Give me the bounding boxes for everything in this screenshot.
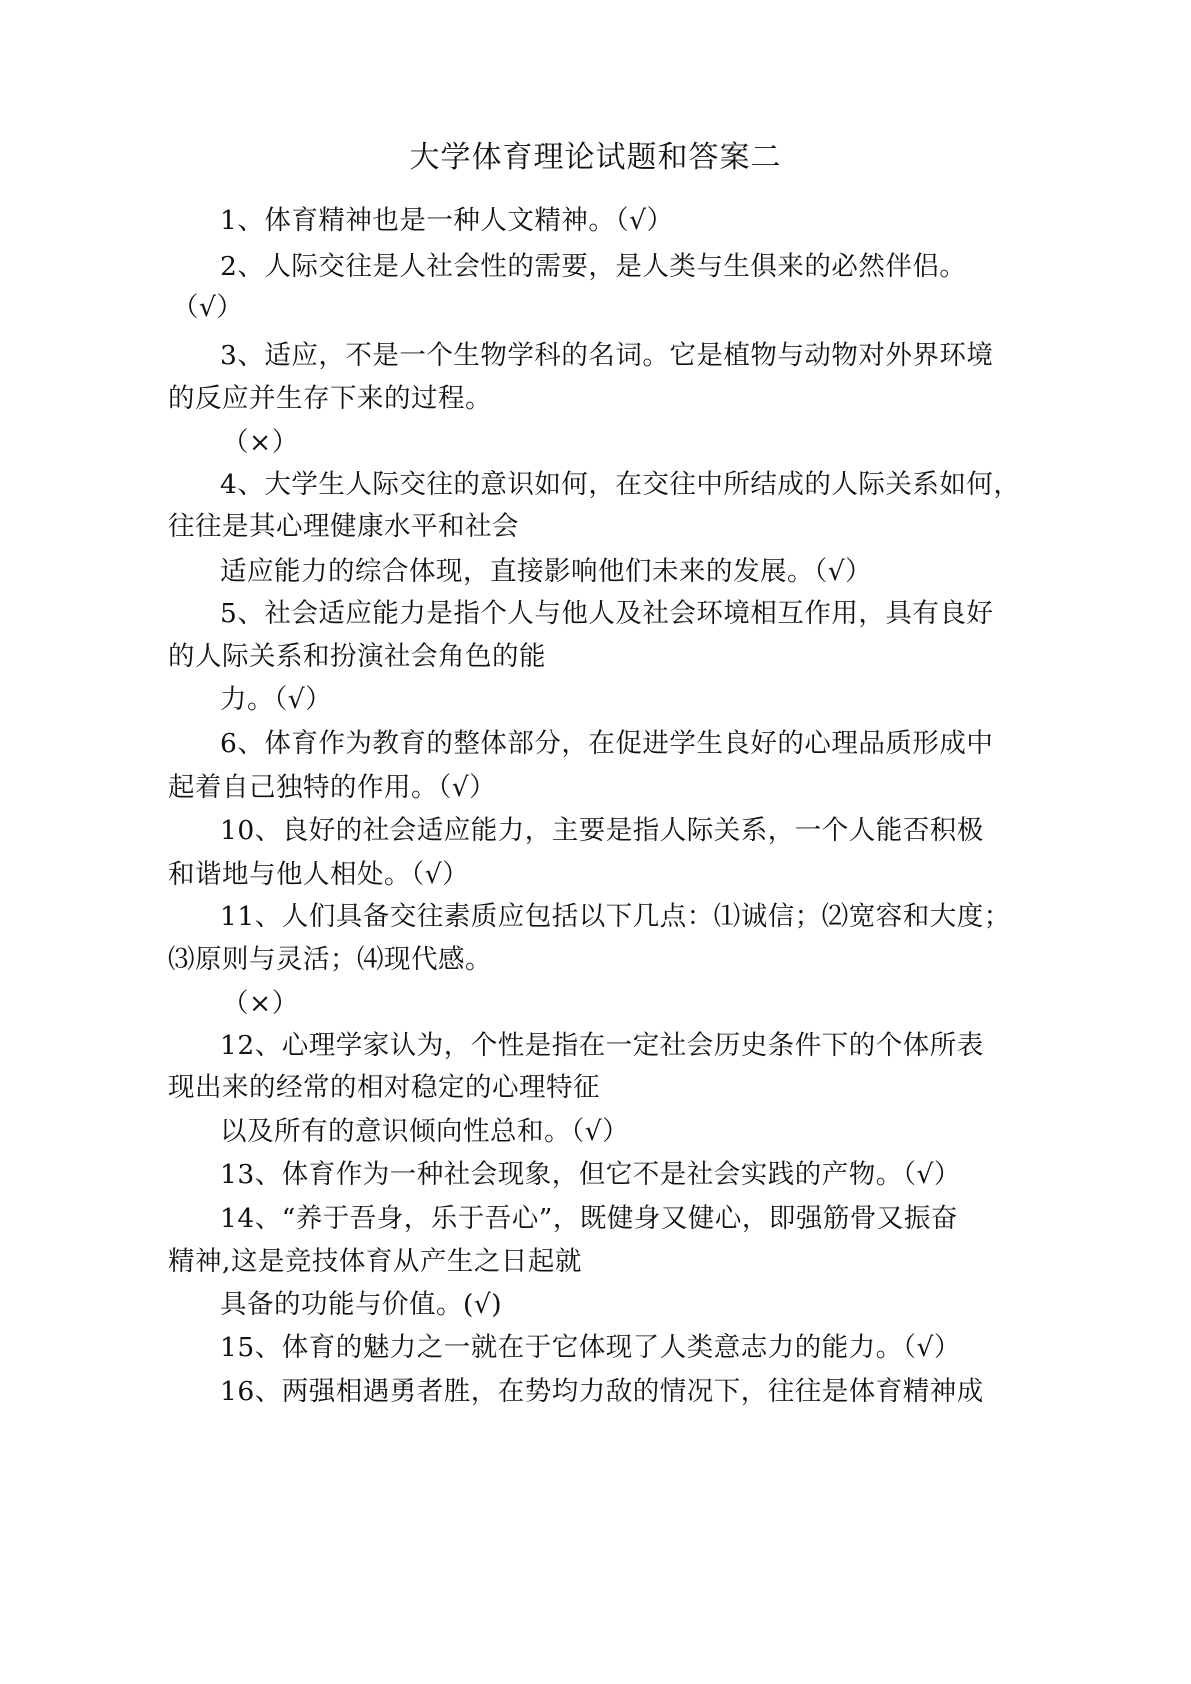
text-line: 5、社会适应能力是指个人与他人及社会环境相互作用，具有良好 [220,598,994,629]
text-line: 具备的功能与价值。(√) [220,1289,503,1320]
text-line: 现出来的经常的相对稳定的心理特征 [168,1072,600,1103]
text-line: 起着自己独特的作用。（√） [168,772,497,803]
text-line: ⑶原则与灵活；⑷现代感。 [168,944,492,975]
text-line: （√） [172,292,244,323]
text-line: 往往是其心理健康水平和社会 [168,511,519,542]
text-line: 以及所有的意识倾向性总和。（√） [220,1116,630,1147]
text-line: 6、体育作为教育的整体部分，在促进学生良好的心理品质形成中 [220,728,994,759]
text-line: 16、两强相遇勇者胜，在势均力敌的情况下，往往是体育精神成 [220,1376,984,1407]
text-line: 12、心理学家认为，个性是指在一定社会历史条件下的个体所表 [220,1030,984,1061]
text-line: （×） [222,427,299,458]
text-line: 15、体育的魅力之一就在于它体现了人类意志力的能力。（√） [220,1332,961,1363]
text-line: 2、人际交往是人社会性的需要，是人类与生俱来的必然伴侣。 [220,251,967,282]
text-line: 适应能力的综合体现，直接影响他们未来的发展。（√） [220,556,873,587]
text-line: 13、体育作为一种社会现象，但它不是社会实践的产物。（√） [220,1159,961,1190]
document-title: 大学体育理论试题和答案二 [409,140,782,175]
text-line: 精神,这是竞技体育从产生之日起就 [168,1246,582,1277]
text-line: 11、人们具备交往素质应包括以下几点：⑴诚信；⑵宽容和大度； [220,901,1011,932]
text-line: （×） [222,988,299,1019]
text-line: 14、“养于吾身，乐于吾心”，既健身又健心，即强筋骨又振奋 [220,1203,958,1234]
text-line: 1、体育精神也是一种人文精神。（√） [220,205,674,236]
text-line: 4、大学生人际交往的意识如何，在交往中所结成的人际关系如何， [220,469,1021,500]
text-line: 3、适应，不是一个生物学科的名词。它是植物与动物对外界环境 [220,340,994,371]
text-line: 10、良好的社会适应能力，主要是指人际关系，一个人能否积极 [220,815,984,846]
text-line: 的反应并生存下来的过程。 [168,383,492,414]
text-line: 和谐地与他人相处。（√） [168,859,470,890]
text-line: 力。（√） [220,684,333,715]
text-line: 的人际关系和扮演社会角色的能 [168,641,546,672]
